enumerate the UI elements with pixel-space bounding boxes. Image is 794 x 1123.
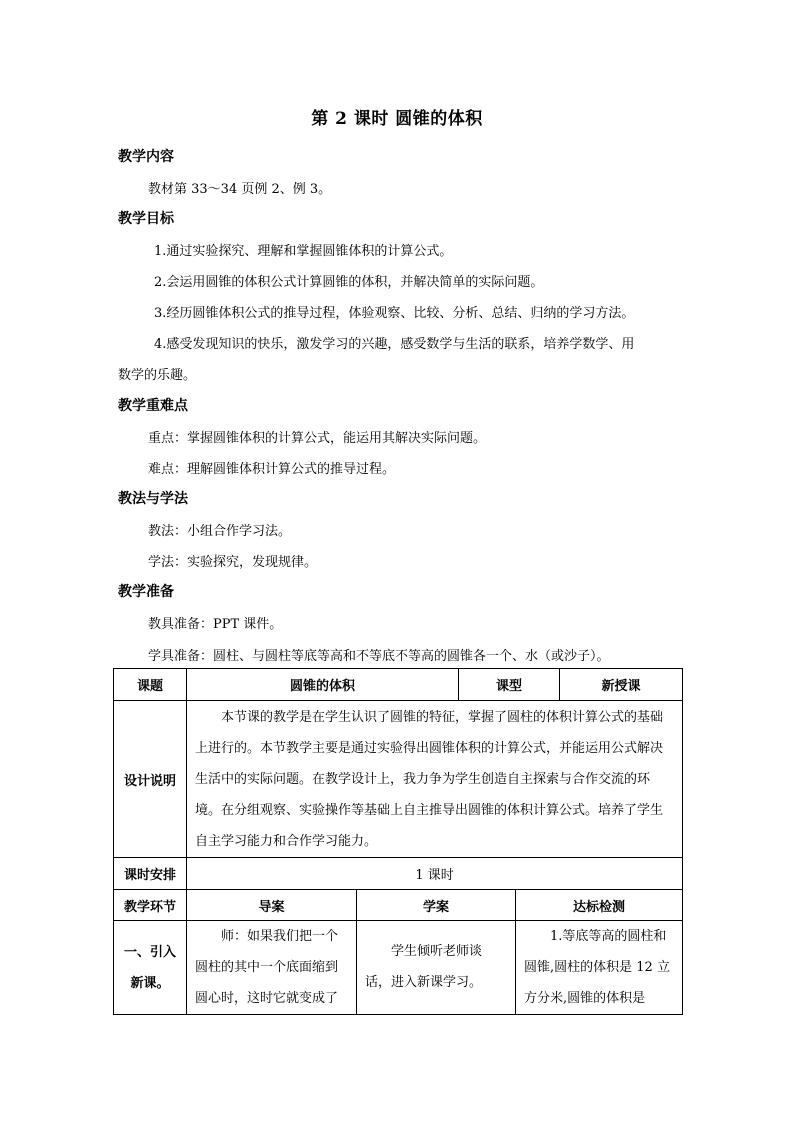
learning-method: 学法：实验探究，发现规律。 <box>148 555 318 570</box>
table-row <box>114 921 683 1015</box>
heading-preparation: 教学准备 <box>118 584 174 600</box>
key-point: 重点：掌握圆锥体积的计算公式，能运用其解决实际问题。 <box>148 431 487 446</box>
difficult-point: 难点：理解圆锥体积计算公式的推导过程。 <box>148 462 396 477</box>
teacher-preparation: 教具准备：PPT 课件。 <box>148 617 283 632</box>
col-header-study: 学案 <box>357 890 516 921</box>
topic-value: 圆锥的体积 <box>187 669 459 701</box>
table-row-headers <box>114 890 683 921</box>
heading-goals: 教学目标 <box>118 211 174 227</box>
table-row-schedule <box>114 858 683 890</box>
topic-label: 课题 <box>114 669 187 701</box>
row1-guide: 师：如果我们把一个圆柱的其中一个底面缩到圆心时，这时它就变成了 <box>187 921 357 1015</box>
content-text: 教材第 33～34 页例 2、例 3。 <box>148 182 332 197</box>
heading-methods: 教法与学法 <box>118 491 188 507</box>
goal-2: 2.会运用圆锥的体积公式计算圆锥的体积，并解决简单的实际问题。 <box>154 275 544 290</box>
col-header-check: 达标检测 <box>516 890 683 921</box>
teaching-method: 教法：小组合作学习法。 <box>148 524 292 539</box>
row1-check: 1.等底等高的圆柱和圆锥,圆柱的体积是 12 立方分米,圆锥的体积是 <box>516 921 683 1015</box>
goal-3: 3.经历圆锥体积公式的推导过程，体验观察、比较、分析、总结、归纳的学习方法。 <box>154 306 635 321</box>
student-preparation: 学具准备：圆柱、与圆柱等底等高和不等底不等高的圆锥各一个、水（或沙子）。 <box>148 649 610 664</box>
table-row-design <box>114 701 683 858</box>
page-title: 第 2 课时 圆锥的体积 <box>311 109 483 129</box>
col-header-stage: 教学环节 <box>114 890 187 921</box>
col-header-guide: 导案 <box>187 890 357 921</box>
lesson-plan-table <box>113 668 683 1015</box>
schedule-label: 课时安排 <box>114 858 187 890</box>
design-text: 本节课的教学是在学生认识了圆锥的特征，掌握了圆柱的体积计算公式的基础上进行的。本节教学主要是通过实验得出圆锥体积的计算公式，并能运用公式解决生活中的实际问题。在教学设计上，我力争为学生创造自主探索与合作交流的环境。在分组观察、实验操作等基础上自主推导出圆锥的体积计算公式。培养了学生自主学习能力和合作学习能力。 <box>187 701 683 858</box>
goal-4-line-2: 数学的乐趣。 <box>118 368 197 383</box>
row1-stage: 一、引入新课。 <box>114 921 187 1015</box>
design-label: 设计说明 <box>114 701 187 858</box>
row1-study: 学生倾听老师谈话，进入新课学习。 <box>357 921 516 1015</box>
heading-key-points: 教学重难点 <box>118 398 188 414</box>
goal-1: 1.通过实验探究、理解和掌握圆锥体积的计算公式。 <box>154 244 453 259</box>
type-label: 课型 <box>459 669 560 701</box>
table-row-topic <box>114 669 683 701</box>
goal-4-line-1: 4.感受发现知识的快乐，激发学习的兴趣，感受数学与生活的联系，培养学数学、用 <box>154 337 635 352</box>
schedule-value: 1 课时 <box>187 858 683 890</box>
heading-content: 教学内容 <box>118 149 174 165</box>
type-value: 新授课 <box>560 669 683 701</box>
